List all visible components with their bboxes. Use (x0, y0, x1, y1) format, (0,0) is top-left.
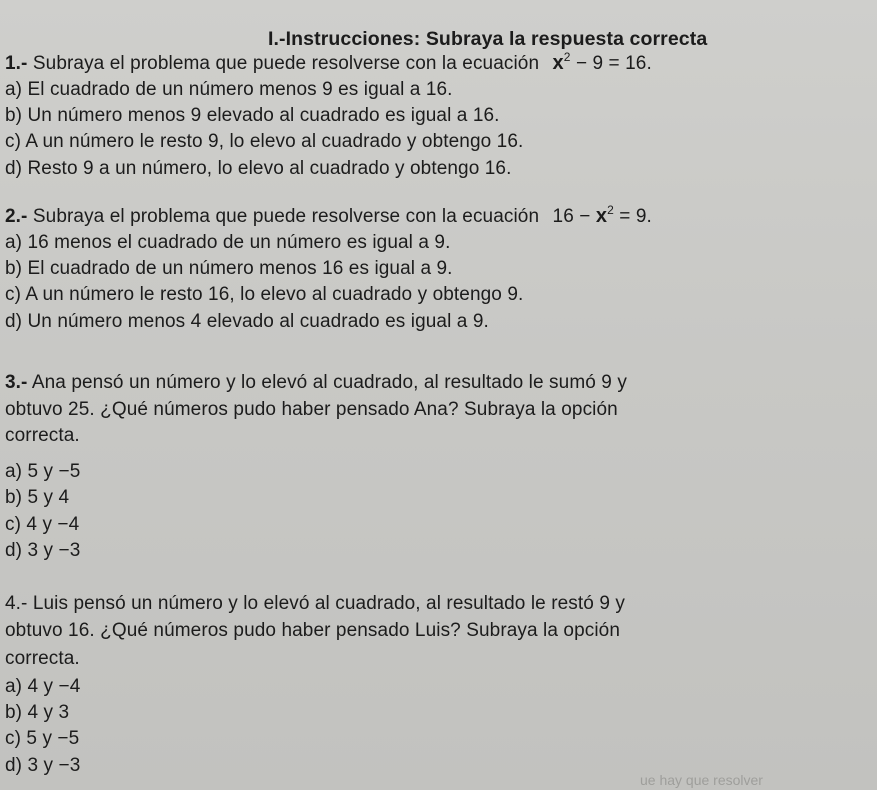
question-2-eq-var: x (595, 205, 608, 227)
question-1-option-a[interactable]: a) El cuadrado de un número menos 9 es igual a 16. (5, 79, 453, 100)
question-2-option-a[interactable]: a) 16 menos el cuadrado de un número es igual a 9. (5, 232, 451, 253)
question-3-text-1: Ana pensó un número y lo elevó al cuadrado, al resultado le sumó 9 y (31, 372, 627, 393)
question-3-option-c[interactable]: c) 4 y −4 (5, 514, 80, 535)
question-2-text: Subraya el problema que puede resolverse con la ecuación (32, 206, 540, 227)
question-4-line-1: 4.- Luis pensó un número y lo elevó al cuadrado, al resultado le restó 9 y (5, 593, 625, 614)
question-2-option-c[interactable]: c) A un número le resto 16, lo elevo al cuadrado y obtengo 9. (5, 284, 524, 305)
question-2-equation (552, 203, 652, 227)
instructions-title: I.-Instrucciones: Subraya la respuesta correcta (268, 28, 708, 50)
question-4-option-b[interactable]: b) 4 y 3 (5, 702, 70, 723)
question-1-prompt (5, 52, 652, 75)
question-4-option-c[interactable]: c) 5 y −5 (5, 728, 80, 749)
question-2-eq-pre: 16 − (552, 206, 591, 227)
question-4-option-a[interactable]: a) 4 y −4 (5, 676, 81, 697)
question-3-line-3: correcta. (5, 425, 80, 446)
show-through-text: ue hay que resolver (640, 772, 763, 788)
question-2-prompt (5, 205, 652, 228)
question-1-equation (552, 50, 652, 74)
question-3-option-a[interactable]: a) 5 y −5 (5, 461, 81, 482)
question-1-number: 1.- (5, 53, 28, 74)
question-3-line-2: obtuvo 25. ¿Qué números pudo haber pensado Ana? Subraya la opción (5, 399, 618, 420)
question-3-line-1 (5, 372, 627, 394)
question-2-eq-rest: = 9. (619, 206, 652, 227)
question-1-eq-exp: 2 (563, 50, 571, 64)
question-3-option-d[interactable]: d) 3 y −3 (5, 540, 81, 561)
question-1-option-b[interactable]: b) Un número menos 9 elevado al cuadrado es igual a 16. (5, 105, 500, 126)
question-1-eq-rest: − 9 = 16. (575, 53, 652, 74)
question-4-line-2: obtuvo 16. ¿Qué números pudo haber pensado Luis? Subraya la opción (5, 620, 621, 641)
question-1-option-c[interactable]: c) A un número le resto 9, lo elevo al cuadrado y obtengo 16. (5, 131, 524, 152)
question-4-line-3: correcta. (5, 648, 80, 669)
question-1-option-d[interactable]: d) Resto 9 a un número, lo elevo al cuadrado y obtengo 16. (5, 158, 512, 179)
question-2-option-b[interactable]: b) El cuadrado de un número menos 16 es igual a 9. (5, 258, 453, 279)
question-4-option-d[interactable]: d) 3 y −3 (5, 755, 81, 776)
question-1-text: Subraya el problema que puede resolverse con la ecuación (32, 53, 540, 74)
question-2-option-d[interactable]: d) Un número menos 4 elevado al cuadrado es igual a 9. (5, 311, 489, 332)
question-3-option-b[interactable]: b) 5 y 4 (5, 487, 70, 508)
question-1-eq-var: x (552, 52, 564, 74)
question-2-eq-exp: 2 (607, 203, 614, 217)
question-2-number: 2.- (5, 206, 28, 227)
question-3-number: 3.- (5, 372, 28, 393)
